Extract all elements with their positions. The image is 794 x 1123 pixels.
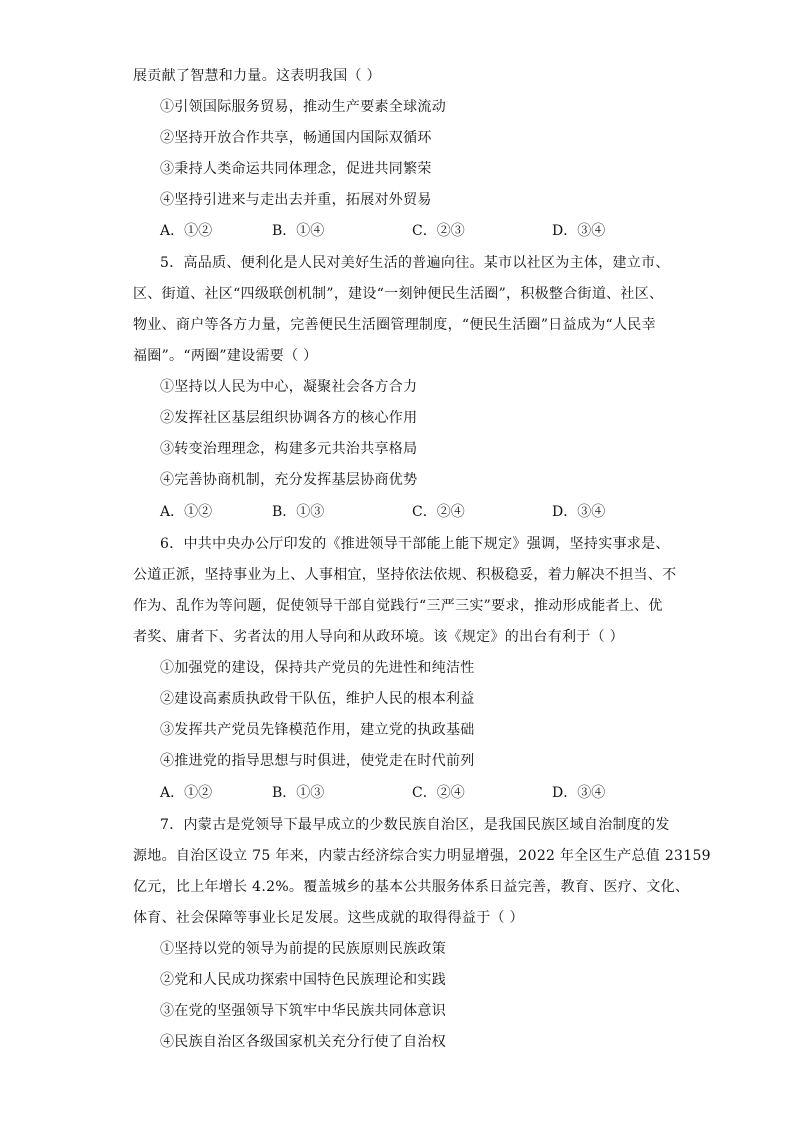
q5-option-c[interactable]: C．②④ [412,504,465,520]
q6-option-a[interactable]: A．①② [160,785,213,801]
q4-option-b[interactable]: B．①④ [272,223,325,239]
q5-option-b[interactable]: B．①③ [272,504,325,520]
q7-statement-2: ②党和人民成功探索中国特色民族理论和实践 [160,972,446,988]
q4-stem-tail: 展贡献了智慧和力量。这表明我国（ ） [133,68,381,84]
q5-statement-4: ④完善协商机制，充分发挥基层协商优势 [160,472,418,488]
q7-stem-line-2: 源地。自治区设立 75 年来，内蒙古经济综合实力明显增强，2022 年全区生产总值 23159 [133,848,711,864]
q5-stem-line-4: 福圈”。“两圈”建设需要（ ） [133,348,318,364]
q6-stem-line-3: 作为、乱作为等问题，促使领导干部自觉践行“三严三实”要求，推动形成能者上、优 [133,598,663,614]
q6-statement-3: ③发挥共产党员先锋模范作用，建立党的执政基础 [160,722,475,738]
q6-statement-4: ④推进党的指导思想与时俱进，使党走在时代前列 [160,753,475,769]
q7-statement-4: ④民族自治区各级国家机关充分行使了自治权 [160,1034,446,1050]
q4-option-d[interactable]: D．③④ [552,223,606,239]
q5-stem-line-3: 物业、商户等各方力量，完善便民生活圈管理制度，“便民生活圈”日益成为“人民幸 [133,317,656,333]
q4-option-a[interactable]: A．①② [160,223,213,239]
q7-stem-line-1: 7．内蒙古是党领导下最早成立的少数民族自治区，是我国民族区域自治制度的发 [160,817,670,833]
q6-option-b[interactable]: B．①③ [272,785,325,801]
q4-statement-1: ①引领国际服务贸易，推动生产要素全球流动 [160,99,446,115]
q6-option-c[interactable]: C．②④ [412,785,465,801]
q6-stem-line-2: 公道正派，坚持事业为上、人事相宜，坚持依法依规、积极稳妥，着力解决不担当、不 [133,567,677,583]
q7-stem-line-4: 体育、社会保障等事业长足发展。这些成就的取得得益于（ ） [133,910,524,926]
q6-stem-line-4: 者奖、庸者下、劣者汰的用人导向和从政环境。该《规定》的出台有利于（ ） [133,629,624,645]
q5-stem-line-1: 5．高品质、便利化是人民对美好生活的普遍向往。某市以社区为主体，建立市、 [160,255,670,271]
q7-stem-line-3: 亿元，比上年增长 4.2%。覆盖城乡的基本公共服务体系日益完善，教育、医疗、文化、 [133,879,690,895]
q4-statement-3: ③秉持人类命运共同体理念，促进共同繁荣 [160,161,432,177]
q6-stem-line-1: 6．中共中央办公厅印发的《推进领导干部能上能下规定》强调，坚持实事求是、 [160,536,670,552]
q5-option-a[interactable]: A．①② [160,504,213,520]
q5-statement-3: ③转变治理理念，构建多元共治共享格局 [160,441,418,457]
q4-statement-2: ②坚持开放合作共享，畅通国内国际双循环 [160,130,432,146]
q6-option-d[interactable]: D．③④ [552,785,606,801]
q4-statement-4: ④坚持引进来与走出去并重，拓展对外贸易 [160,192,432,208]
q5-statement-1: ①坚持以人民为中心，凝聚社会各方合力 [160,379,418,395]
q5-option-d[interactable]: D．③④ [552,504,606,520]
q5-statement-2: ②发挥社区基层组织协调各方的核心作用 [160,410,418,426]
q6-statement-1: ①加强党的建设，保持共产党员的先进性和纯洁性 [160,660,475,676]
q4-option-c[interactable]: C．②③ [412,223,465,239]
q5-stem-line-2: 区、街道、社区“四级联创机制”，建设“一刻钟便民生活圈”，积极整合街道、社区、 [133,286,664,302]
q6-statement-2: ②建设高素质执政骨干队伍，维护人民的根本利益 [160,691,475,707]
q7-statement-1: ①坚持以党的领导为前提的民族原则民族政策 [160,941,446,957]
q7-statement-3: ③在党的坚强领导下筑牢中华民族共同体意识 [160,1003,446,1019]
